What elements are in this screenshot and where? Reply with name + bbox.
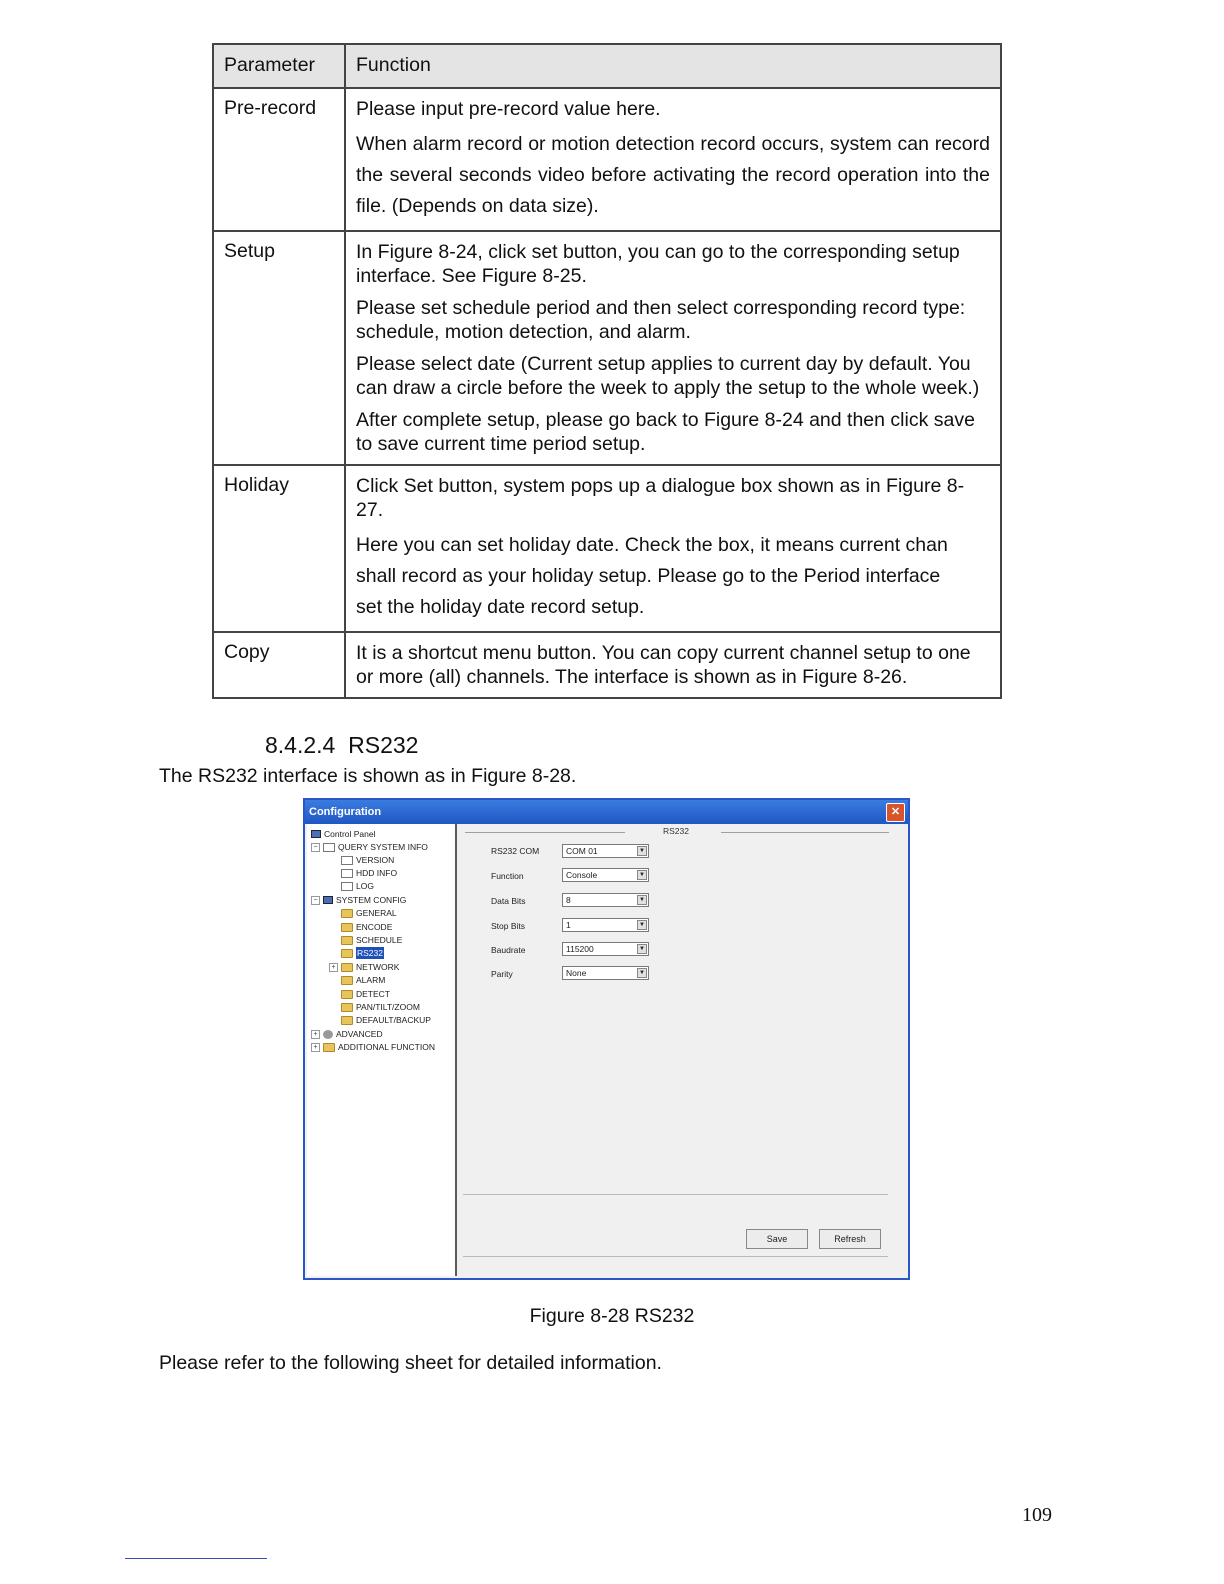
folder-icon — [341, 909, 353, 918]
figure-caption: Figure 8-28 RS232 — [529, 1305, 695, 1327]
folder-icon — [323, 1043, 335, 1052]
configuration-window — [303, 798, 910, 1280]
function-select[interactable]: Console ▼ — [562, 868, 649, 882]
expand-icon[interactable]: + — [311, 1030, 320, 1039]
document-icon — [341, 882, 353, 891]
field-label: Data Bits — [491, 896, 526, 906]
function-text: In Figure 8-24, click set button, you can go to the corresponding setup interface. See Figure 8-25. — [356, 241, 960, 287]
header-parameter: Parameter — [213, 44, 345, 88]
dropdown-arrow-icon[interactable]: ▼ — [637, 944, 647, 954]
folder-icon — [341, 1003, 353, 1012]
tree-item-network[interactable]: + NETWORK — [329, 961, 399, 973]
param-name: Holiday — [213, 465, 345, 632]
tree-item-rs232[interactable]: RS232 — [341, 947, 384, 959]
param-function — [345, 465, 1001, 632]
param-name: Setup — [213, 231, 345, 465]
folder-icon — [341, 990, 353, 999]
param-function — [345, 231, 1001, 465]
tree-item-query-system-info[interactable]: − QUERY SYSTEM INFO — [311, 841, 428, 853]
folder-icon — [341, 936, 353, 945]
folder-icon — [341, 976, 353, 985]
dropdown-arrow-icon[interactable]: ▼ — [637, 968, 647, 978]
function-text: Click Set button, system pops up a dialogue box shown as in Figure 8-27. — [356, 475, 965, 521]
intro-text: The RS232 interface is shown as in Figure 8-28. — [159, 765, 577, 787]
collapse-icon[interactable]: − — [311, 896, 320, 905]
function-text: Please input pre-record value here. — [356, 98, 661, 120]
panel-divider — [463, 1194, 888, 1195]
dropdown-arrow-icon[interactable]: ▼ — [637, 895, 647, 905]
function-text: It is a shortcut menu button. You can copy current channel setup to one or more (all) channels. The interface is shown as in Figure 8-26. — [356, 642, 971, 688]
function-text: Here you can set holiday date. Check the box, it means current chan — [356, 534, 948, 556]
tree-item-control-panel[interactable]: Control Panel — [311, 828, 376, 840]
tree-item-version[interactable]: VERSION — [341, 854, 394, 866]
tree-item-general[interactable]: GENERAL — [341, 907, 397, 919]
field-label: RS232 COM — [491, 846, 540, 856]
function-text: Please set schedule period and then select corresponding record type: schedule, motion detection, and alarm. — [356, 297, 966, 343]
footnote-rule — [125, 1558, 267, 1559]
dropdown-arrow-icon[interactable]: ▼ — [637, 870, 647, 880]
tree-item-default-backup[interactable]: DEFAULT/BACKUP — [341, 1014, 431, 1026]
folder-icon — [341, 923, 353, 932]
tree-item-hdd-info[interactable]: HDD INFO — [341, 867, 397, 879]
panel-divider — [463, 1256, 888, 1257]
table-row — [213, 632, 1001, 698]
tree-item-log[interactable]: LOG — [341, 880, 374, 892]
window-titlebar — [305, 800, 908, 824]
table-row — [213, 231, 1001, 465]
param-function — [345, 88, 1001, 231]
baudrate-select[interactable]: 115200 ▼ — [562, 942, 649, 956]
outro-text: Please refer to the following sheet for detailed information. — [159, 1352, 662, 1374]
rs232-panel — [457, 824, 908, 1278]
document-icon — [323, 843, 335, 852]
tree-item-pan-tilt-zoom[interactable]: PAN/TILT/ZOOM — [341, 1001, 420, 1013]
section-heading — [265, 732, 418, 759]
refresh-button[interactable]: Refresh — [819, 1229, 881, 1249]
group-divider — [721, 832, 889, 833]
window-title: Configuration — [309, 806, 382, 818]
folder-icon — [341, 1016, 353, 1025]
tree-item-system-config[interactable]: − SYSTEM CONFIG — [311, 894, 406, 906]
close-icon[interactable]: ✕ — [886, 803, 905, 822]
toolbox-icon — [323, 896, 333, 904]
field-label: Baudrate — [491, 945, 526, 955]
header-function: Function — [345, 44, 1001, 88]
document-icon — [341, 856, 353, 865]
tree-item-schedule[interactable]: SCHEDULE — [341, 934, 402, 946]
document-icon — [341, 869, 353, 878]
param-name: Pre-record — [213, 88, 345, 231]
expand-icon[interactable]: + — [311, 1043, 320, 1052]
expand-icon[interactable]: + — [329, 963, 338, 972]
field-label: Function — [491, 871, 524, 881]
collapse-icon[interactable]: − — [311, 843, 320, 852]
function-text: When alarm record or motion detection record occurs, system can record the several seconds video before activating the record operation into the file. (Depends on data size). — [356, 133, 990, 217]
field-label: Stop Bits — [491, 921, 526, 931]
parameter-table — [212, 43, 1002, 699]
function-text: shall record as your holiday setup. Please go to the Period interface — [356, 565, 941, 587]
section-title: RS232 — [348, 732, 419, 758]
tree-item-additional-function[interactable]: + ADDITIONAL FUNCTION — [311, 1041, 435, 1053]
tree-item-advanced[interactable]: + ADVANCED — [311, 1028, 383, 1040]
function-text: Please select date (Current setup applies to current day by default. You can draw a circle before the week to apply the setup to the whole week.) — [356, 353, 980, 399]
data-bits-select[interactable]: 8 ▼ — [562, 893, 649, 907]
rs232-com-select[interactable]: COM 01 ▼ — [562, 844, 649, 858]
param-name: Copy — [213, 632, 345, 698]
table-row — [213, 465, 1001, 632]
dropdown-arrow-icon[interactable]: ▼ — [637, 846, 647, 856]
function-text: set the holiday date record setup. — [356, 596, 645, 618]
group-divider — [465, 832, 625, 833]
folder-icon — [341, 963, 353, 972]
page-number: 109 — [1022, 1504, 1052, 1526]
dropdown-arrow-icon[interactable]: ▼ — [637, 920, 647, 930]
group-header — [465, 826, 889, 836]
tree-item-encode[interactable]: ENCODE — [341, 921, 392, 933]
param-function — [345, 632, 1001, 698]
field-label: Parity — [491, 969, 513, 979]
folder-open-icon — [341, 949, 353, 958]
monitor-icon — [311, 830, 321, 838]
function-text: After complete setup, please go back to Figure 8-24 and then click save to save current time period setup. — [356, 409, 975, 455]
gear-icon — [323, 1030, 333, 1039]
group-title: RS232 — [663, 826, 689, 836]
parity-select[interactable]: None ▼ — [562, 966, 649, 980]
stop-bits-select[interactable]: 1 ▼ — [562, 918, 649, 932]
save-button[interactable]: Save — [746, 1229, 808, 1249]
tree-item-alarm[interactable]: ALARM — [341, 974, 385, 986]
config-tree — [307, 824, 457, 1276]
table-row — [213, 88, 1001, 231]
section-number: 8.4.2.4 — [265, 732, 336, 758]
tree-item-detect[interactable]: DETECT — [341, 988, 390, 1000]
